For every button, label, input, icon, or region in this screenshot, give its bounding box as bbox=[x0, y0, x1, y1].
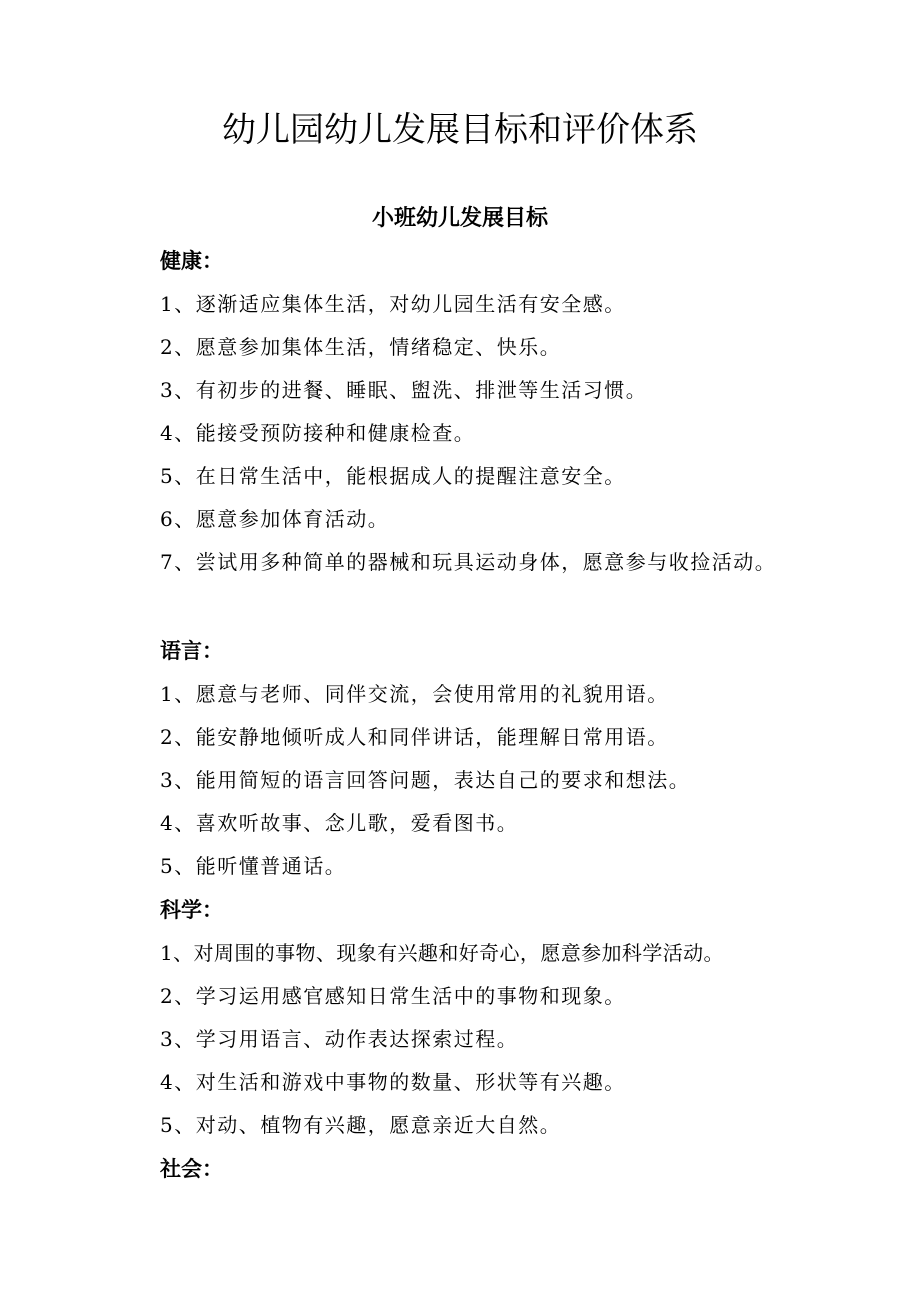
science-item-5: 5、对动、植物有兴趣，愿意亲近大自然。 bbox=[160, 1113, 562, 1137]
language-item-3: 3、能用简短的语言回答问题，表达自己的要求和想法。 bbox=[160, 768, 691, 792]
language-item-5: 5、能听懂普通话。 bbox=[160, 854, 347, 878]
health-item-5: 5、在日常生活中，能根据成人的提醒注意安全。 bbox=[160, 464, 626, 488]
science-item-2: 2、学习运用感官感知日常生活中的事物和现象。 bbox=[160, 984, 626, 1008]
section-health bbox=[112, 240, 812, 584]
health-item-1: 1、逐渐适应集体生活，对幼儿园生活有安全感。 bbox=[160, 292, 626, 316]
science-item-1: 1、对周围的事物、现象有兴趣和好奇心，愿意参加科学活动。 bbox=[160, 941, 724, 965]
health-item-7: 7、尝试用多种简单的器械和玩具运动身体，愿意参与收捡活动。 bbox=[160, 550, 777, 574]
section-heading-language: 语言： bbox=[160, 639, 223, 663]
language-item-4: 4、喜欢听故事、念儿歌，爱看图书。 bbox=[160, 811, 519, 835]
health-item-6: 6、愿意参加体育活动。 bbox=[160, 507, 390, 531]
section-heading-health: 健康： bbox=[160, 249, 223, 273]
section-heading-science: 科学： bbox=[160, 898, 223, 922]
health-item-4: 4、能接受预防接种和健康检查。 bbox=[160, 421, 476, 445]
language-item-1: 1、愿意与老师、同伴交流，会使用常用的礼貌用语。 bbox=[160, 682, 669, 706]
section-society bbox=[112, 1148, 812, 1191]
health-item-3: 3、有初步的进餐、睡眠、盥洗、排泄等生活习惯。 bbox=[160, 378, 648, 402]
health-item-2: 2、愿意参加集体生活，情绪稳定、快乐。 bbox=[160, 335, 562, 359]
section-heading-society: 社会： bbox=[160, 1157, 223, 1181]
science-item-3: 3、学习用语言、动作表达探索过程。 bbox=[160, 1027, 519, 1051]
document-title: 幼儿园幼儿发展目标和评价体系 bbox=[222, 110, 698, 150]
language-item-2: 2、能安静地倾听成人和同伴讲话，能理解日常用语。 bbox=[160, 725, 669, 749]
section-science bbox=[112, 889, 812, 1147]
science-item-4: 4、对生活和游戏中事物的数量、形状等有兴趣。 bbox=[160, 1070, 626, 1094]
section-language bbox=[112, 630, 812, 888]
document-subtitle: 小班幼儿发展目标 bbox=[371, 206, 548, 231]
